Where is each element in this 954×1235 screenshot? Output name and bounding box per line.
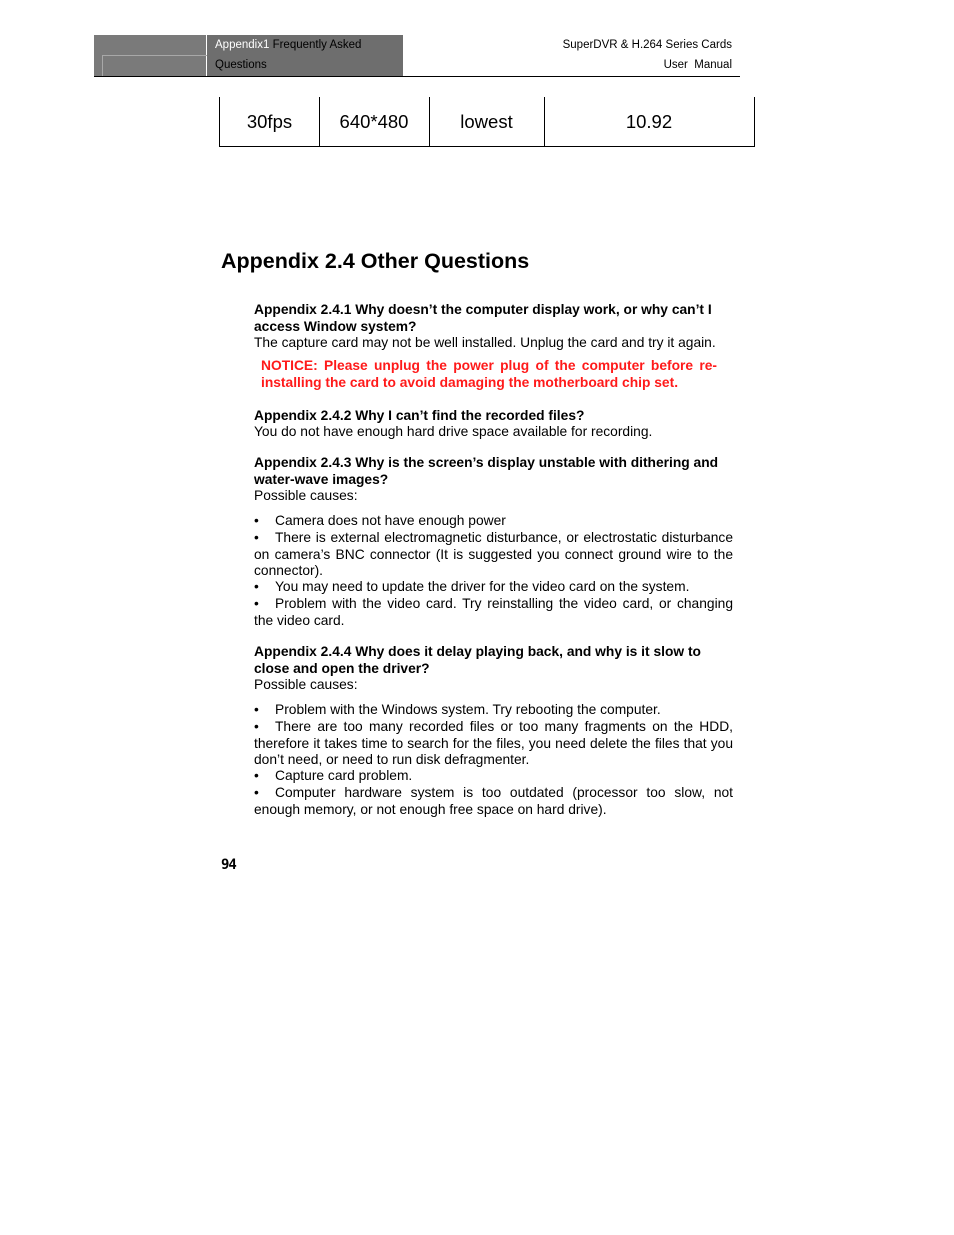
bullet-icon: • [254,785,259,800]
table-cell-value: 10.92 [625,110,673,132]
q1-notice: NOTICE: Please unplug the power plug of the computer before re-installing the card to avoid damaging the motherboard chip set. [261,358,717,390]
page-number: 94 [221,857,236,873]
table-cell-fps: 30fps [246,110,293,132]
q2-title: Appendix 2.4.2 Why I can’t find the recorded files? [254,408,585,423]
q2-answer: You do not have enough hard drive space available for recording. [254,424,653,439]
bullet-icon: • [254,702,259,717]
bullet-icon: • [254,579,259,594]
q3-cause-4: Problem with the video card. Try reinstalling the video card, or changing the video card. [254,596,733,628]
q3-cause-2: There is external electromagnetic disturbance, or electrostatic disturbance on camera’s BNC connector (It is suggested you connect ground wire to the connector). [254,530,733,578]
q3-intro: Possible causes: [254,488,358,503]
section-title: Appendix 2.4 Other Questions [221,249,530,273]
q3-cause-3: You may need to update the driver for the video card on the system. [275,579,690,594]
table-cell-resolution: 640*480 [339,110,409,132]
q4-title: Appendix 2.4.4 Why does it delay playing back, and why is it slow to close and open the driver? [254,644,701,676]
bullet-icon: • [254,513,259,528]
q4-cause-3: Capture card problem. [275,768,413,783]
bullet-icon: • [254,719,259,734]
q1-title: Appendix 2.4.1 Why doesn’t the computer display work, or why can’t I access Window system? [254,302,712,334]
header-chapter-line1 [215,40,361,52]
header-rule [94,76,740,77]
q4-cause-1: Problem with the Windows system. Try rebooting the computer. [275,702,661,717]
q3-cause-1: Camera does not have enough power [275,513,506,528]
bullet-icon: • [254,768,259,783]
header-chapter-label: Appendix1 [215,39,270,51]
header-product-name: SuperDVR & H.264 Series Cards [562,39,732,51]
q4-cause-4: Computer hardware system is too outdated (processor too slow, not enough memory, or not enough free space on hard drive). [254,785,733,817]
q1-answer: The capture card may not be well installed. Unplug the card and try it again. [254,335,716,350]
q3-title: Appendix 2.4.3 Why is the screen’s display unstable with dithering and water-wave images? [254,455,719,487]
header-chapter-line2: Questions [215,59,267,71]
header-decor-block [94,35,206,76]
table-cell-quality: lowest [460,110,513,132]
bullet-icon: • [254,530,259,545]
q4-cause-2: There are too many recorded files or too many fragments on the HDD, therefore it takes time to search for the files, you need delete the files that you don’t need, or need to run disk defragmenter. [254,719,733,767]
bullet-icon: • [254,596,259,611]
table-row [219,97,755,147]
header-chapter-title: Frequently Asked [272,39,362,51]
header-decor-inner [102,55,207,77]
q4-intro: Possible causes: [254,677,358,692]
header-manual-label: User Manual [663,59,732,71]
